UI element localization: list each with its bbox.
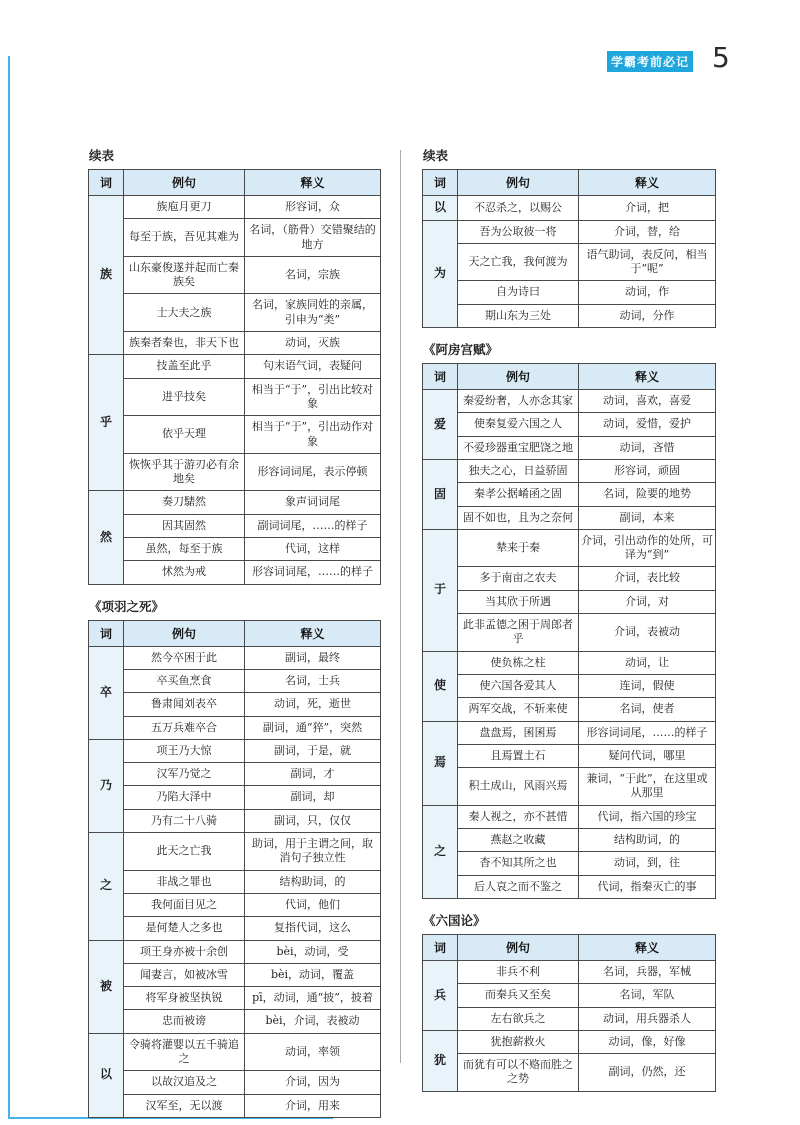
- column-header: 例句: [124, 170, 245, 196]
- table-header-row: [423, 934, 716, 960]
- table-row: [89, 491, 381, 514]
- meaning-cell: bèi，介词，表被动: [245, 1010, 381, 1033]
- example-cell: 汉军至，无以渡: [124, 1094, 245, 1117]
- table-row: [423, 1054, 716, 1092]
- meaning-cell: 动词，死，逝世: [245, 693, 381, 716]
- table-row: [89, 987, 381, 1010]
- column-header: 例句: [458, 364, 579, 390]
- table-row: [89, 561, 381, 584]
- meaning-cell: 介词，把: [579, 196, 716, 221]
- table-row: [89, 196, 381, 219]
- example-cell: 盘盘焉，囷囷焉: [458, 721, 579, 744]
- table-row: [89, 763, 381, 786]
- word-cell: 之: [423, 805, 458, 898]
- table-row: [89, 893, 381, 916]
- table-row: [89, 917, 381, 940]
- meaning-cell: 复指代词，这么: [245, 917, 381, 940]
- left-column: [88, 146, 381, 1118]
- table-row: [423, 651, 716, 674]
- example-cell: 且焉置土石: [458, 744, 579, 767]
- table-row: [89, 416, 381, 454]
- table-header-row: [423, 170, 716, 196]
- continued-table-label: 续表: [423, 148, 449, 163]
- meaning-cell: 副词，本来: [579, 506, 716, 529]
- example-cell: 是何楚人之多也: [124, 917, 245, 940]
- meaning-cell: 动词，分作: [579, 304, 716, 327]
- table-row: [89, 940, 381, 963]
- table-header-row: [89, 170, 381, 196]
- table-row: [423, 281, 716, 304]
- example-cell: 卒买鱼烹食: [124, 669, 245, 692]
- table-row: [89, 1010, 381, 1033]
- meaning-cell: 副词，才: [245, 763, 381, 786]
- section-title: 《阿房宫赋》: [423, 342, 499, 358]
- example-cell: 虽然，每至于族: [124, 538, 245, 561]
- meaning-cell: 副词，最终: [245, 646, 381, 669]
- table-row: [423, 805, 716, 828]
- table-header-row: [89, 620, 381, 646]
- example-cell: 项王身亦被十余创: [124, 940, 245, 963]
- table-row: [423, 220, 716, 243]
- meaning-cell: 名词，士兵: [245, 669, 381, 692]
- table-row: [423, 721, 716, 744]
- meaning-cell: 助词，用于主谓之间，取消句子独立性: [245, 833, 381, 871]
- example-cell: 犹抱薪救火: [458, 1030, 579, 1053]
- example-cell: 山东豪俊遂并起而亡秦族矣: [124, 256, 245, 294]
- example-cell: 族秦者秦也，非天下也: [124, 332, 245, 355]
- meaning-cell: 动词，像，好像: [579, 1030, 716, 1053]
- section-title: 《项羽之死》: [89, 598, 165, 614]
- meaning-cell: 代词，这样: [245, 538, 381, 561]
- meaning-cell: 形容词，顽固: [579, 459, 716, 482]
- example-cell: 后人哀之而不鉴之: [458, 875, 579, 898]
- word-usage-table: [88, 620, 381, 1118]
- column-header: 释义: [579, 170, 716, 196]
- column-header: 例句: [124, 620, 245, 646]
- example-cell: 秦孝公据崤函之固: [458, 483, 579, 506]
- example-cell: 技盖至此乎: [124, 355, 245, 378]
- example-cell: 忠而被谤: [124, 1010, 245, 1033]
- word-cell: 固: [423, 459, 458, 529]
- column-header: 词: [423, 364, 458, 390]
- table-row: [423, 768, 716, 806]
- table-row: [423, 304, 716, 327]
- word-cell: 族: [89, 196, 124, 355]
- table-row: [89, 514, 381, 537]
- table-row: [89, 538, 381, 561]
- example-cell: 多于南亩之农夫: [458, 567, 579, 590]
- example-cell: 此天之亡我: [124, 833, 245, 871]
- table-row: [423, 960, 716, 983]
- meaning-cell: 动词，喜欢，喜爱: [579, 390, 716, 413]
- meaning-cell: 副词，仍然，还: [579, 1054, 716, 1092]
- word-cell: 为: [423, 220, 458, 327]
- word-usage-table: [422, 934, 716, 1092]
- table-row: [89, 739, 381, 762]
- meaning-cell: bèi，动词，覆盖: [245, 963, 381, 986]
- example-cell: 鲁肃闻刘表卒: [124, 693, 245, 716]
- meaning-cell: 代词，指六国的珍宝: [579, 805, 716, 828]
- meaning-cell: 句末语气词，表疑问: [245, 355, 381, 378]
- example-cell: 奏刀騞然: [124, 491, 245, 514]
- table-row: [89, 870, 381, 893]
- table-row: [89, 355, 381, 378]
- column-header: 词: [89, 170, 124, 196]
- example-cell: 每至于族，吾见其难为: [124, 219, 245, 257]
- column-header: 释义: [245, 170, 381, 196]
- meaning-cell: 形容词词尾，表示停顿: [245, 453, 381, 491]
- column-header: 释义: [579, 364, 716, 390]
- example-cell: 使秦复爱六国之人: [458, 413, 579, 436]
- page-number: 5: [712, 41, 730, 74]
- table-row: [423, 744, 716, 767]
- word-cell: 卒: [89, 646, 124, 739]
- table-row: [89, 693, 381, 716]
- word-cell: 乎: [89, 355, 124, 491]
- example-cell: 此非孟德之困于周郎者乎: [458, 614, 579, 652]
- example-cell: 吾为公取彼一将: [458, 220, 579, 243]
- example-cell: 乃陷大泽中: [124, 786, 245, 809]
- example-cell: 固不如也，且为之奈何: [458, 506, 579, 529]
- table-row: [423, 875, 716, 898]
- column-header: 释义: [245, 620, 381, 646]
- word-cell: 乃: [89, 739, 124, 832]
- meaning-cell: 疑问代词，哪里: [579, 744, 716, 767]
- table-row: [89, 669, 381, 692]
- example-cell: 秦人视之，亦不甚惜: [458, 805, 579, 828]
- example-cell: 独夫之心，日益骄固: [458, 459, 579, 482]
- column-header: 词: [89, 620, 124, 646]
- table-row: [89, 1033, 381, 1071]
- example-cell: 项王乃大惊: [124, 739, 245, 762]
- meaning-cell: 副词，通“猝”，突然: [245, 716, 381, 739]
- meaning-cell: 介词，表被动: [579, 614, 716, 652]
- meaning-cell: 名词，使者: [579, 698, 716, 721]
- meaning-cell: 代词，他们: [245, 893, 381, 916]
- example-cell: 以故汉追及之: [124, 1071, 245, 1094]
- word-cell: 以: [423, 196, 458, 221]
- meaning-cell: 动词，到，往: [579, 852, 716, 875]
- example-cell: 我何面目见之: [124, 893, 245, 916]
- word-cell: 爱: [423, 390, 458, 460]
- word-cell: 之: [89, 833, 124, 940]
- meaning-cell: 形容词词尾，……的样子: [245, 561, 381, 584]
- meaning-cell: 介词，替，给: [579, 220, 716, 243]
- example-cell: 当其欣于所遇: [458, 590, 579, 613]
- table-row: [89, 716, 381, 739]
- table-row: [423, 1007, 716, 1030]
- example-cell: 不忍杀之，以赐公: [458, 196, 579, 221]
- example-cell: 左右欲兵之: [458, 1007, 579, 1030]
- word-usage-table: [422, 363, 716, 899]
- example-cell: 五万兵难卒合: [124, 716, 245, 739]
- example-cell: 天之亡我，我何渡为: [458, 243, 579, 281]
- table-row: [89, 646, 381, 669]
- table-row: [89, 1094, 381, 1117]
- example-cell: 两军交战，不斩来使: [458, 698, 579, 721]
- table-row: [423, 483, 716, 506]
- left-accent-line: [8, 56, 10, 1118]
- example-cell: 期山东为三处: [458, 304, 579, 327]
- example-cell: 非兵不利: [458, 960, 579, 983]
- meaning-cell: bèi，动词，受: [245, 940, 381, 963]
- table-row: [423, 196, 716, 221]
- example-cell: 士大夫之族: [124, 294, 245, 332]
- table-row: [423, 436, 716, 459]
- table-row: [423, 614, 716, 652]
- meaning-cell: 相当于“于”，引出比较对象: [245, 378, 381, 416]
- table-row: [89, 378, 381, 416]
- example-cell: 令骑将灌婴以五千骑追之: [124, 1033, 245, 1071]
- example-cell: 将军身被坚执锐: [124, 987, 245, 1010]
- example-cell: 使负栋之柱: [458, 651, 579, 674]
- example-cell: 怵然为戒: [124, 561, 245, 584]
- meaning-cell: 名词，（筋骨）交错聚结的地方: [245, 219, 381, 257]
- word-cell: 兵: [423, 960, 458, 1030]
- meaning-cell: 代词，指秦灭亡的事: [579, 875, 716, 898]
- example-cell: 积土成山，风雨兴焉: [458, 768, 579, 806]
- meaning-cell: 形容词，众: [245, 196, 381, 219]
- meaning-cell: 动词，用兵器杀人: [579, 1007, 716, 1030]
- meaning-cell: 介词，对: [579, 590, 716, 613]
- table-row: [423, 459, 716, 482]
- meaning-cell: 动词，灭族: [245, 332, 381, 355]
- example-cell: 闻妻言，如被冰雪: [124, 963, 245, 986]
- table-row: [423, 590, 716, 613]
- example-cell: 自为诗曰: [458, 281, 579, 304]
- meaning-cell: 动词，让: [579, 651, 716, 674]
- table-row: [89, 219, 381, 257]
- meaning-cell: 动词，爱惜，爱护: [579, 413, 716, 436]
- meaning-cell: 动词，吝惜: [579, 436, 716, 459]
- column-header: 释义: [579, 934, 716, 960]
- column-header: 词: [423, 170, 458, 196]
- meaning-cell: 名词，军队: [579, 984, 716, 1007]
- meaning-cell: 介词，表比较: [579, 567, 716, 590]
- example-cell: 恢恢乎其于游刃必有余地矣: [124, 453, 245, 491]
- table-row: [423, 698, 716, 721]
- meaning-cell: 动词，率领: [245, 1033, 381, 1071]
- table-row: [423, 674, 716, 697]
- column-header: 例句: [458, 934, 579, 960]
- word-usage-table: [422, 169, 716, 328]
- table-row: [423, 567, 716, 590]
- example-cell: 乃有二十八骑: [124, 809, 245, 832]
- table-row: [89, 453, 381, 491]
- table-row: [423, 984, 716, 1007]
- word-cell: 以: [89, 1033, 124, 1117]
- table-row: [89, 833, 381, 871]
- meaning-cell: 副词，却: [245, 786, 381, 809]
- table-row: [423, 390, 716, 413]
- table-row: [423, 1030, 716, 1053]
- meaning-cell: 名词，险要的地势: [579, 483, 716, 506]
- meaning-cell: pī，动词，通“披”，披着: [245, 987, 381, 1010]
- meaning-cell: 结构助词，的: [579, 829, 716, 852]
- meaning-cell: 副词，于是，就: [245, 739, 381, 762]
- meaning-cell: 介词，引出动作的处所，可译为“到”: [579, 529, 716, 567]
- word-cell: 于: [423, 529, 458, 651]
- table-row: [89, 963, 381, 986]
- meaning-cell: 名词，宗族: [245, 256, 381, 294]
- meaning-cell: 介词，用来: [245, 1094, 381, 1117]
- table-row: [89, 294, 381, 332]
- word-cell: 被: [89, 940, 124, 1033]
- table-row: [423, 829, 716, 852]
- example-cell: 不爱珍器重宝肥饶之地: [458, 436, 579, 459]
- meaning-cell: 副词词尾，……的样子: [245, 514, 381, 537]
- meaning-cell: 象声词词尾: [245, 491, 381, 514]
- example-cell: 秦爱纷奢，人亦念其家: [458, 390, 579, 413]
- continued-table-label: 续表: [89, 148, 115, 163]
- example-cell: 然今卒困于此: [124, 646, 245, 669]
- table-row: [423, 243, 716, 281]
- table-row: [423, 852, 716, 875]
- table-row: [89, 1071, 381, 1094]
- meaning-cell: 动词，作: [579, 281, 716, 304]
- table-row: [89, 332, 381, 355]
- meaning-cell: 名词，家族同姓的亲属，引申为“类”: [245, 294, 381, 332]
- meaning-cell: 形容词词尾，……的样子: [579, 721, 716, 744]
- word-cell: 犹: [423, 1030, 458, 1091]
- example-cell: 族庖月更刀: [124, 196, 245, 219]
- header-badge: 学霸考前必记: [607, 51, 693, 72]
- example-cell: 而犹有可以不赂而胜之之势: [458, 1054, 579, 1092]
- word-usage-table: [88, 169, 381, 585]
- example-cell: 依乎天理: [124, 416, 245, 454]
- column-header: 词: [423, 934, 458, 960]
- table-row: [89, 256, 381, 294]
- table-header-row: [423, 364, 716, 390]
- word-cell: 焉: [423, 721, 458, 805]
- table-row: [423, 413, 716, 436]
- section-title: 《六国论》: [423, 912, 486, 928]
- table-row: [89, 786, 381, 809]
- meaning-cell: 语气助词，表反问，相当于“呢”: [579, 243, 716, 281]
- example-cell: 杳不知其所之也: [458, 852, 579, 875]
- word-cell: 然: [89, 491, 124, 584]
- meaning-cell: 介词，因为: [245, 1071, 381, 1094]
- meaning-cell: 副词，只，仅仅: [245, 809, 381, 832]
- table-row: [89, 809, 381, 832]
- column-divider: [400, 150, 401, 1063]
- example-cell: 因其固然: [124, 514, 245, 537]
- column-header: 例句: [458, 170, 579, 196]
- right-column: [422, 146, 716, 1092]
- example-cell: 进乎技矣: [124, 378, 245, 416]
- example-cell: 使六国各爱其人: [458, 674, 579, 697]
- example-cell: 辇来于秦: [458, 529, 579, 567]
- meaning-cell: 名词，兵器，军械: [579, 960, 716, 983]
- meaning-cell: 相当于“于”，引出动作对象: [245, 416, 381, 454]
- example-cell: 汉军乃觉之: [124, 763, 245, 786]
- word-cell: 使: [423, 651, 458, 721]
- table-row: [423, 506, 716, 529]
- example-cell: 燕赵之收藏: [458, 829, 579, 852]
- example-cell: 非战之罪也: [124, 870, 245, 893]
- meaning-cell: 结构助词，的: [245, 870, 381, 893]
- example-cell: 而秦兵又至矣: [458, 984, 579, 1007]
- meaning-cell: 连词，假使: [579, 674, 716, 697]
- meaning-cell: 兼词，“于此”，在这里或从那里: [579, 768, 716, 806]
- table-row: [423, 529, 716, 567]
